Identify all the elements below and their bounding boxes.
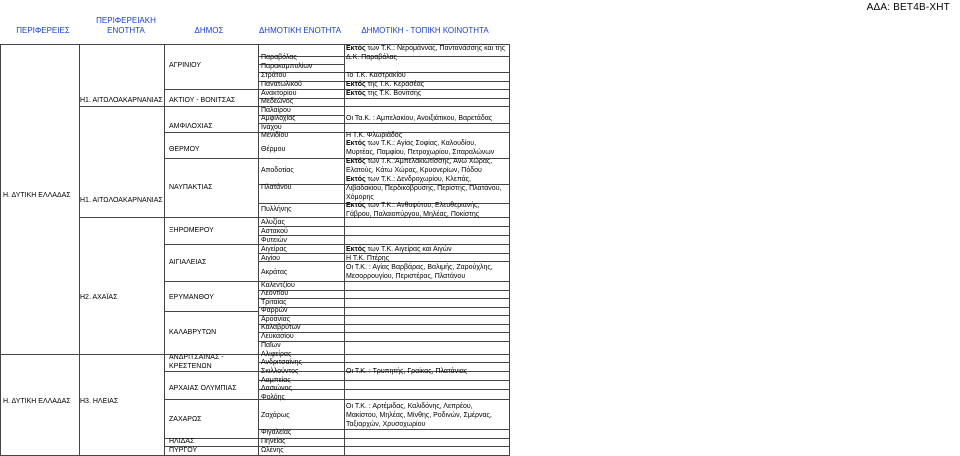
enotita-label: Αμφιλοχίας <box>261 115 296 122</box>
enotita-label: Θέρμου <box>261 146 286 153</box>
enotita-label: Αποδοτίας <box>261 167 294 174</box>
enotita-label: Μεδεώνος <box>261 98 294 105</box>
header-perifereies: ΠΕΡΙΦΕΡΕΙΕΣ <box>16 26 70 35</box>
header-koinotita: ΔΗΜΟΤΙΚΗ - ΤΟΠΙΚΗ ΚΟΙΝΟΤΗΤΑ <box>361 26 489 35</box>
enotita-label: Λευκασίου <box>261 333 294 340</box>
koinotita-bold: Εκτός <box>346 81 366 88</box>
ada-code: ΑΔΑ: ΒΕΤ4Β-ΧΗΤ <box>866 2 950 13</box>
dimos-label: ΑΜΦΙΛΟΧΙΑΣ <box>169 123 213 130</box>
enotita-label: Στράτου <box>261 72 287 79</box>
enotita-label: Μενιδίου <box>261 132 289 139</box>
koinotita-cell <box>346 201 506 219</box>
region-label: Η. ΔΥΤΙΚΗ ΕΛΛΑΔΑΣ <box>3 192 71 199</box>
koinotita-text: της Τ.Κ. Κερασέας <box>365 81 425 88</box>
koinotita-cell <box>346 80 424 89</box>
enotita-label: Παλαίρου <box>261 107 291 114</box>
enotita-label: Λαμπείας <box>261 377 291 384</box>
enotita-label: Παραβόλας <box>261 54 297 61</box>
koinotita-text: των Τ.Κ.: Δενδροχωρίου, Κλεπάς, Λιβαδακίου, Περδικόβρυσης, Περίστης, Πλατάνου, Χόμορης <box>346 176 502 201</box>
enotita-label: Σκιλλούντος <box>261 368 299 375</box>
dimos-label: ΑΝΔΡΙΤΣΑΙΝΑΣ - ΚΡΕΣΤΕΝΩΝ <box>169 354 224 370</box>
koinotita-cell <box>346 157 506 175</box>
koinotita-cell <box>346 245 452 254</box>
koinotita-text: των Τ.Κ.: Ανθοφύτου, Ελευθεριανής, Γάβρου, Παλαιοπύργου, Μηλέας, Ποκίστης <box>346 202 480 218</box>
enotita-label: Πηνείας <box>261 438 286 445</box>
enotita-label: Αιγείρας <box>261 246 287 253</box>
koinotita-text: των Τ.Κ.:Αμπελακιωτίσσης, Άνω Χώρας, Ελατούς, Κάτω Χώρας, Κρυονερίων, Πόδου <box>346 158 493 174</box>
koinotita-cell <box>346 44 506 62</box>
koinotita-bold: Εκτός <box>346 90 366 97</box>
enotita-label: Αιγίου <box>261 255 281 262</box>
dimos-label: ΖΑΧΑΡΩΣ <box>169 416 202 423</box>
unit-label: Η2. ΑΧΑΪΑΣ <box>80 294 118 301</box>
koinotita-cell: Το Τ.Κ. Καστρακίου <box>346 72 406 79</box>
enotita-label: Ζαχάρως <box>261 412 290 419</box>
koinotita-bold: Εκτός <box>346 202 366 209</box>
koinotita-text: των Τ.Κ.: Νερομάννας, Παντανάσσης και της Δ.Κ. Παραβόλας <box>346 45 506 61</box>
enotita-label: Αλιφείρας <box>261 351 292 358</box>
enotita-label: Ανακτορίου <box>261 90 297 97</box>
koinotita-text: των Τ.Κ. Αιγείρας και Αιγών <box>365 246 452 253</box>
koinotita-cell: Οι Τ.Κ. : Αγίας Βαρβάρας, Βαλιμής, Ζαρούχλης, Μεσορρουγίου, Περιστέρας, Πλατάνου <box>346 264 493 280</box>
dimos-label: ΕΡΥΜΑΝΘΟΥ <box>169 294 214 301</box>
enotita-label: Καλαβρύτων <box>261 324 301 331</box>
enotita-label: Λεοντίου <box>261 290 289 297</box>
enotita-label: Παρακαμπυλίων <box>261 63 313 70</box>
koinotita-bold: Εκτός <box>346 176 366 183</box>
koinotita-bold: Εκτός <box>346 246 366 253</box>
header-dimotiki-enotita: ΔΗΜΟΤΙΚΗ ΕΝΟΤΗΤΑ <box>258 26 342 35</box>
enotita-label: Ινάχου <box>261 124 282 131</box>
koinotita-cell: Οι Τ.Κ. : Αρτέμιδας, Καλιδόνης, Λεπρέου, Μακίστου, Μηλέας, Μίνθης, Ροδινών, Σμέρνας, Ταξιαρχών, Χρυσοχωρίου <box>346 403 492 428</box>
enotita-label: Πυλλήνης <box>261 206 292 213</box>
dimos-label: ΑΙΓΙΑΛΕΙΑΣ <box>169 259 207 266</box>
dimos-label: ΑΚΤΙΟΥ - ΒΟΝΙΤΣΑΣ <box>169 97 236 104</box>
enotita-label: Τριταίας <box>261 299 287 306</box>
dimos-label: ΑΡΧΑΙΑΣ ΟΛΥΜΠΙΑΣ <box>169 385 237 392</box>
koinotita-cell: Οι Τ.Κ. : Τρυπητής, Γραίκας, Πλατάνιας <box>346 368 468 375</box>
enotita-label: Αλυζίας <box>261 219 285 226</box>
dimos-label: ΑΓΡΙΝΙΟΥ <box>169 62 202 69</box>
enotita-label: Πανατωλικού <box>261 81 302 88</box>
enotita-label: Λασιώνος <box>261 385 292 392</box>
koinotita-cell <box>346 175 506 202</box>
dimos-label: ΗΛΙΔΑΣ <box>169 438 195 445</box>
dimos-label: ΠΥΡΓΟΥ <box>169 447 198 454</box>
enotita-label: Φολόης <box>261 394 285 401</box>
header-perifereiaki-enotita: ΠΕΡΙΦΕΡΕΙΑΚΗ ΕΝΟΤΗΤΑ <box>96 16 156 35</box>
koinotita-cell: Η Τ.Κ. Πτέρης <box>346 255 390 262</box>
enotita-label: Φαρρών <box>261 307 288 314</box>
enotita-label: Ανδριτσαίνης <box>261 359 302 366</box>
enotita-label: Ωλένης <box>261 447 284 454</box>
enotita-label: Φιγαλείας <box>261 429 292 436</box>
enotita-label: Ακράτας <box>261 269 288 276</box>
unit-label: Η1. ΑΙΤΩΛΟΑΚΑΡΝΑΝΙΑΣ <box>80 97 163 104</box>
dimos-label: ΝΑΥΠΑΚΤΙΑΣ <box>169 184 213 191</box>
enotita-label: Αστακού <box>261 228 288 235</box>
unit-label: Η3. ΗΛΕΙΑΣ <box>80 398 119 405</box>
koinotita-bold: Εκτός <box>346 140 366 147</box>
dimos-label: ΚΑΛΑΒΡΥΤΩΝ <box>169 329 217 336</box>
koinotita-cell: Οι Τα.Κ. : Αμπελακίου, Ανοιξιάτικου, Βαρετάδας <box>346 115 493 122</box>
enotita-label: Πλατάνου <box>261 184 292 191</box>
dimos-label: ΞΗΡΟΜΕΡΟΥ <box>169 227 214 234</box>
koinotita-cell <box>346 139 506 157</box>
dimos-label: ΘΕΡΜΟΥ <box>169 146 200 153</box>
koinotita-cell <box>346 89 421 98</box>
enotita-label: Καλεντζίου <box>261 282 295 289</box>
enotita-label: Αροανίας <box>261 316 291 323</box>
koinotita-cell: Η Τ.Κ. Φλωριάδος <box>346 132 403 139</box>
koinotita-bold: Εκτός <box>346 158 366 165</box>
enotita-label: Φυτειών <box>261 237 287 244</box>
header-dimos: ΔΗΜΟΣ <box>194 26 224 35</box>
koinotita-text: της Τ.Κ. Βονίτσης <box>365 90 422 97</box>
region-label: Η. ΔΥΤΙΚΗ ΕΛΛΑΔΑΣ <box>3 398 71 405</box>
unit-label: Η1. ΑΙΤΩΛΟΑΚΑΡΝΑΝΙΑΣ <box>80 197 163 204</box>
koinotita-bold: Εκτός <box>346 45 366 52</box>
enotita-label: Παΐων <box>261 342 281 349</box>
koinotita-text: των Τ.Κ.: Αγίας Σοφίας, Καλουδίου, Μυρτέας, Παμφίου, Πετροχωρίου, Σιταραλώνων <box>346 140 495 156</box>
